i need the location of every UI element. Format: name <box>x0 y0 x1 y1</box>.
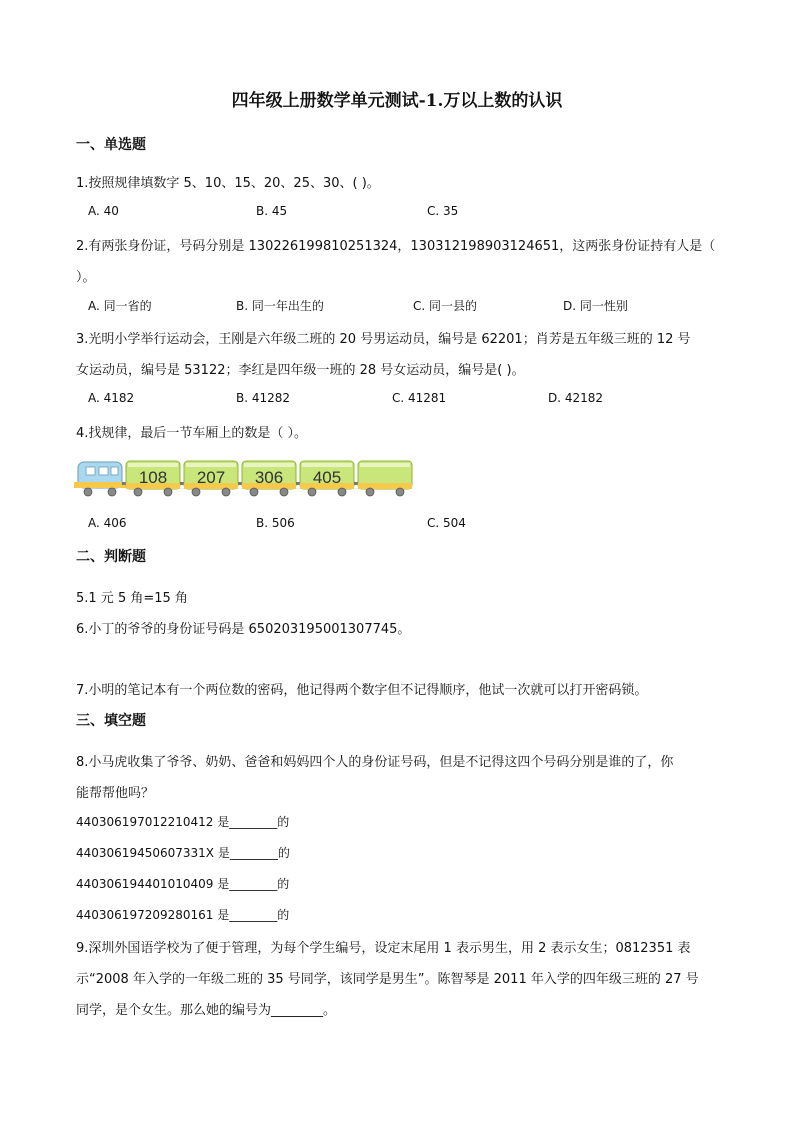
q8-id-item: 440306194401010409 是________的 <box>76 877 290 891</box>
question-2-line-2: ）。 <box>76 270 96 285</box>
q3-option-c[interactable]: C. 41281 <box>392 391 447 405</box>
q4-option-a[interactable]: A. 406 <box>88 516 127 530</box>
q2-option-d[interactable]: D. 同一性别 <box>563 299 628 313</box>
train-car <box>296 461 354 496</box>
q2-option-c[interactable]: C. 同一县的 <box>413 299 478 313</box>
q4-option-c[interactable]: C. 504 <box>427 516 466 530</box>
question-9-line-3: 同学，是个女生。那么她的编号为________。 <box>76 1003 337 1018</box>
question-4: 4.找规律，最后一节车厢上的数是（ ）。 <box>76 426 308 441</box>
train-car <box>180 461 238 496</box>
question-3-line-2: 女运动员，编号是 53122；李红是四年级一班的 28 号女运动员，编号是( )。 <box>76 363 525 378</box>
q4-option-b[interactable]: B. 506 <box>256 516 295 530</box>
train-car <box>354 461 412 496</box>
q2-option-b[interactable]: B. 同一年出生的 <box>236 299 324 313</box>
question-9-line-2: 示“2008 年入学的一年级二班的 35 号同学，该同学是男生”。陈智琴是 2011 年入学的四年级三班的 27 号 <box>76 972 699 987</box>
train-car-number: 405 <box>312 468 342 487</box>
q8-id-item: 440306197012210412 是________的 <box>76 815 290 829</box>
q3-option-b[interactable]: B. 41282 <box>236 391 291 405</box>
question-3-line-1: 3.光明小学举行运动会，王刚是六年级二班的 20 号男运动员，编号是 62201；肖芳是五年级三班的 12 号 <box>76 332 691 347</box>
q1-option-a[interactable]: A. 40 <box>88 204 119 218</box>
q2-option-a[interactable]: A. 同一省的 <box>88 299 152 313</box>
question-6: 6.小丁的爷爷的身份证号码是 650203195001307745。 <box>76 622 411 637</box>
question-8-line-1: 8.小马虎收集了爷爷、奶奶、爸爸和妈妈四个人的身份证号码，但是不记得这四个号码分别是谁的了，你 <box>76 755 674 770</box>
question-1: 1.按照规律填数字 5、10、15、20、25、30、( )。 <box>76 176 380 191</box>
train-illustration <box>74 456 424 498</box>
section-heading-true-false: 二、判断题 <box>76 549 146 565</box>
question-7: 7.小明的笔记本有一个两位数的密码，他记得两个数字但不记得顺序，他试一次就可以打开密码锁。 <box>76 683 648 698</box>
section-heading-single-choice: 一、单选题 <box>76 137 146 153</box>
question-8-line-2: 能帮帮他吗？ <box>76 786 155 801</box>
q3-option-d[interactable]: D. 42182 <box>548 391 604 405</box>
question-9-line-1: 9.深圳外国语学校为了便于管理，为每个学生编号，设定末尾用 1 表示男生，用 2 表示女生；0812351 表 <box>76 941 691 956</box>
q8-id-item: 440306197209280161 是________的 <box>76 908 290 922</box>
page-title: 四年级上册数学单元测试-1.万以上数的认识 <box>231 91 563 111</box>
train-car <box>238 461 296 496</box>
question-2-line-1: 2.有两张身份证，号码分别是 130226199810251324，130312198903124651，这两张身份证持有人是（ <box>76 239 716 254</box>
train-car <box>122 461 180 496</box>
train-car-number: 306 <box>254 468 284 487</box>
q1-option-b[interactable]: B. 45 <box>256 204 288 218</box>
q3-option-a[interactable]: A. 4182 <box>88 391 135 405</box>
train-car-number: 108 <box>138 468 168 487</box>
section-heading-fill-in: 三、填空题 <box>76 713 146 729</box>
question-5: 5.1 元 5 角=15 角 <box>76 591 188 606</box>
q1-option-c[interactable]: C. 35 <box>427 204 459 218</box>
train-car-number: 207 <box>196 468 226 487</box>
train-svg <box>74 456 424 498</box>
q8-id-item: 44030619450607331X 是________的 <box>76 846 290 860</box>
locomotive-icon <box>74 462 126 496</box>
